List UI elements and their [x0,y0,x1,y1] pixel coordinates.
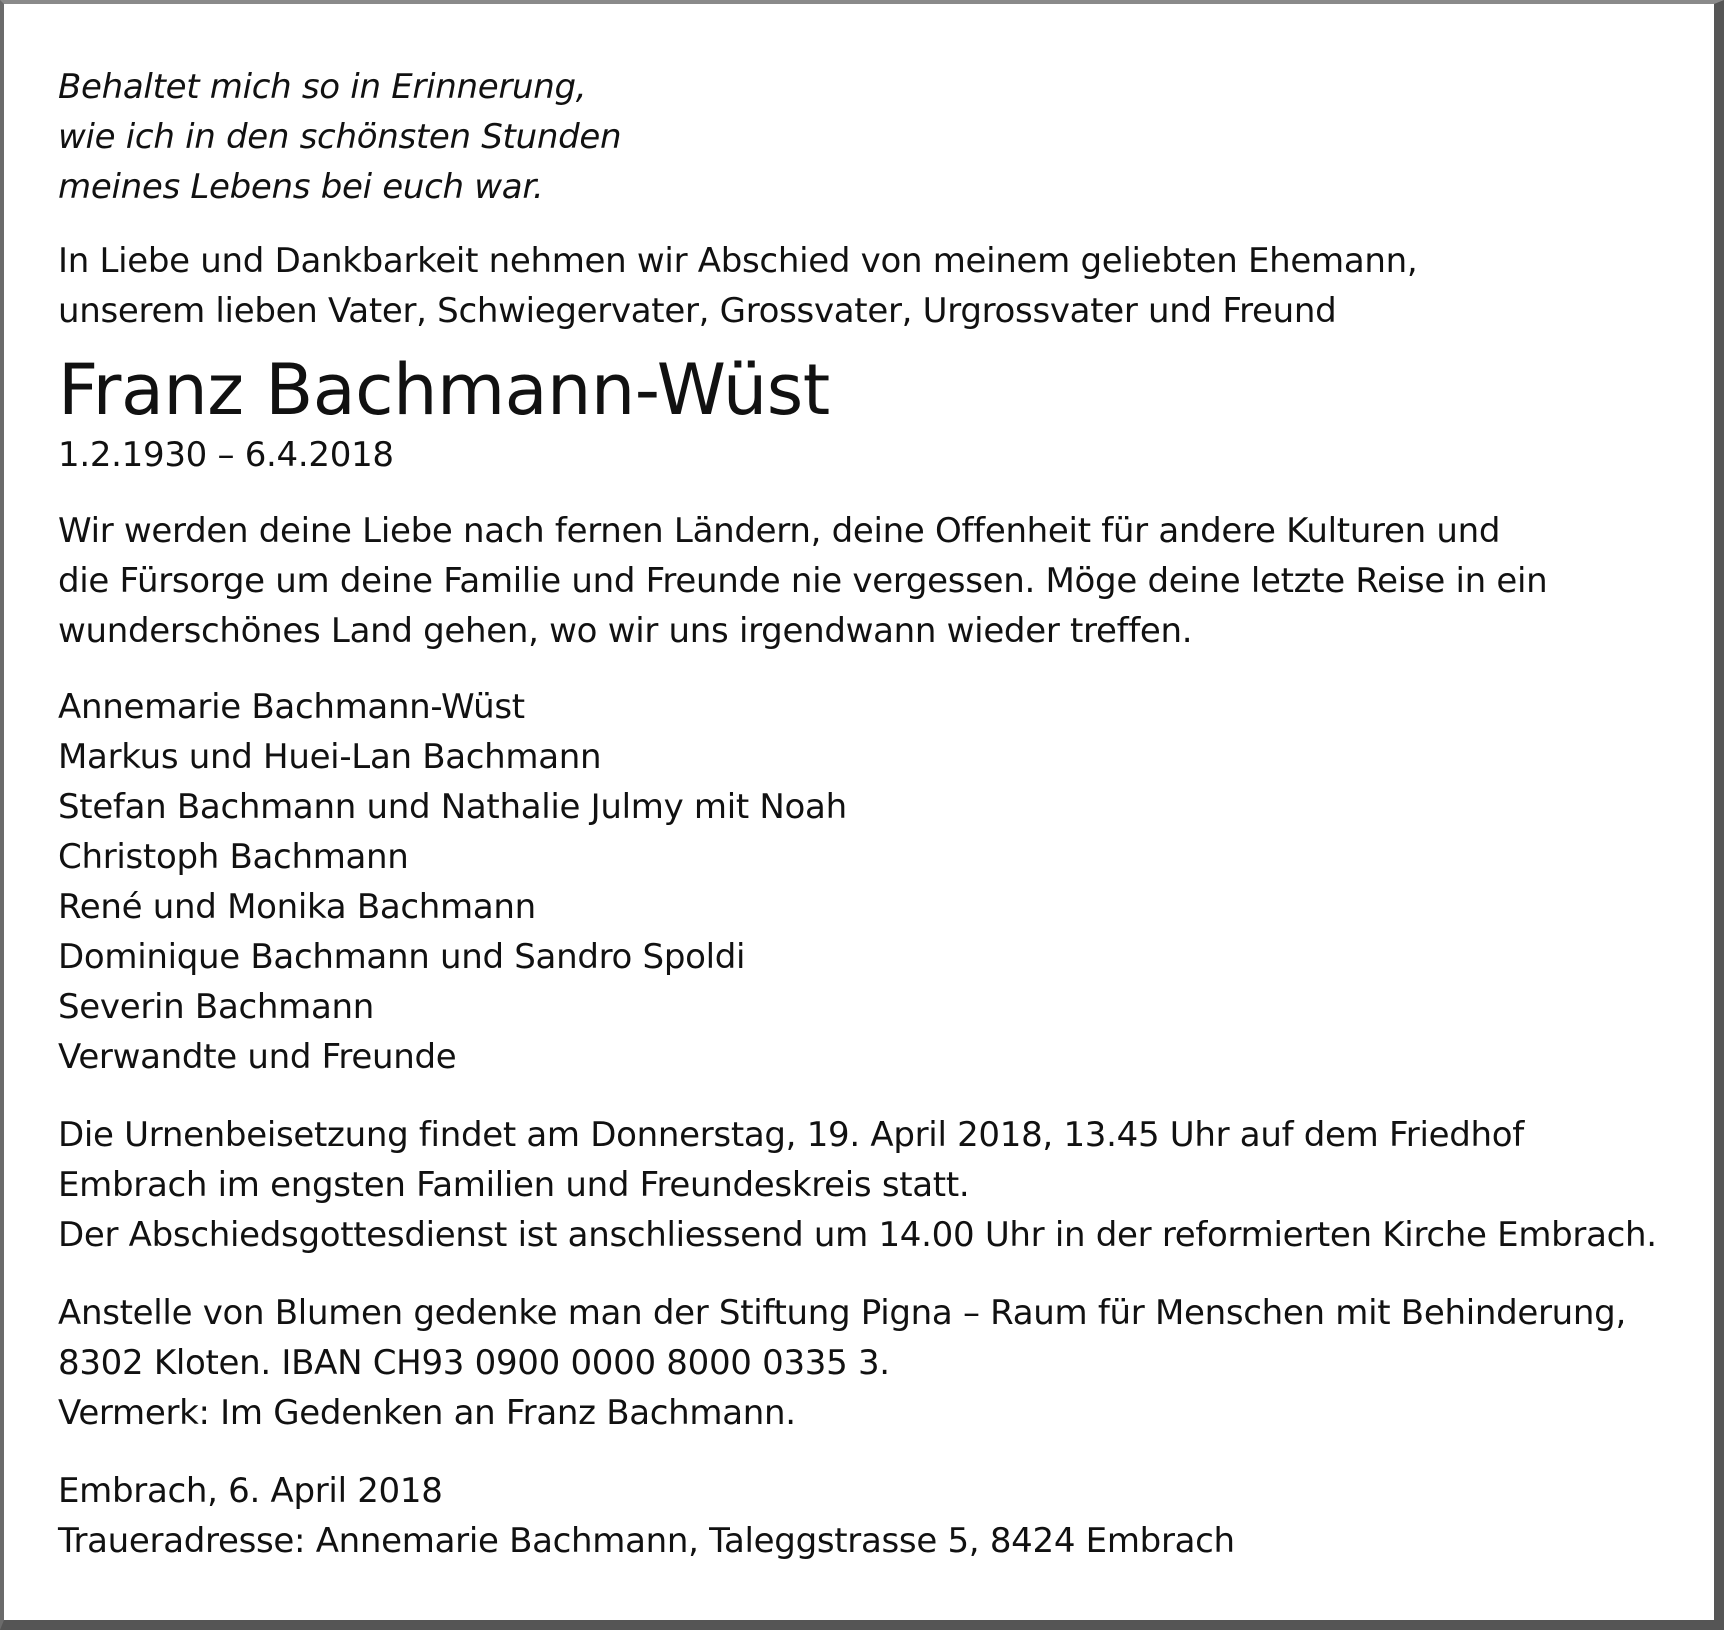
tribute-text [58,506,1678,656]
closing-info [58,1466,1678,1566]
deceased-dates [58,430,1678,480]
intro-line: unserem lieben Vater, Schwiegervater, Grossvater, Urgrossvater und Freund [58,291,1337,331]
mourner-name: Severin Bachmann [58,987,374,1027]
ceremony-line: Der Abschiedsgottesdienst ist anschliessend um 14.00 Uhr in der reformierten Kirche Embrach. [58,1215,1657,1255]
tribute-line: die Fürsorge um deine Familie und Freunde nie vergessen. Möge deine letzte Reise in ein [58,561,1548,601]
tribute-line: Wir werden deine Liebe nach fernen Ländern, deine Offenheit für andere Kulturen und [58,511,1501,551]
tribute-line: wunderschönes Land gehen, wo wir uns irgendwann wieder treffen. [58,611,1193,651]
mourners-list [58,682,1678,1082]
motto-line: wie ich in den schönsten Stunden [58,117,622,157]
deceased-name: Franz Bachmann-Wüst [58,349,830,431]
place-date: Embrach, 6. April 2018 [58,1471,443,1511]
motto-line: Behaltet mich so in Erinnerung, [58,67,587,107]
mourner-name: Christoph Bachmann [58,837,409,877]
ceremony-line: Embrach im engsten Familien und Freundeskreis statt. [58,1165,970,1205]
mourner-name: Dominique Bachmann und Sandro Spoldi [58,937,746,977]
mourner-name: Verwandte und Freunde [58,1037,457,1077]
donation-line: 8302 Kloten. IBAN CH93 0900 0000 8000 0335 3. [58,1343,890,1383]
mourning-address: Traueradresse: Annemarie Bachmann, Taleggstrasse 5, 8424 Embrach [58,1521,1235,1561]
life-dates: 1.2.1930 – 6.4.2018 [58,435,394,475]
notice-content [58,62,1678,1566]
intro-text [58,236,1678,336]
ceremony-line: Die Urnenbeisetzung findet am Donnerstag, 19. April 2018, 13.45 Uhr auf dem Friedhof [58,1115,1524,1155]
donation-line: Vermerk: Im Gedenken an Franz Bachmann. [58,1393,796,1433]
motto-quote [58,62,1678,212]
donation-line: Anstelle von Blumen gedenke man der Stiftung Pigna – Raum für Menschen mit Behinderung, [58,1293,1626,1333]
mourner-name: Stefan Bachmann und Nathalie Julmy mit Noah [58,787,847,827]
mourner-name: René und Monika Bachmann [58,887,536,927]
donation-info [58,1288,1678,1438]
intro-line: In Liebe und Dankbarkeit nehmen wir Abschied von meinem geliebten Ehemann, [58,241,1418,281]
ceremony-info [58,1110,1678,1260]
mourner-name: Markus und Huei-Lan Bachmann [58,737,602,777]
motto-line: meines Lebens bei euch war. [58,167,544,207]
mourner-name: Annemarie Bachmann-Wüst [58,687,525,727]
